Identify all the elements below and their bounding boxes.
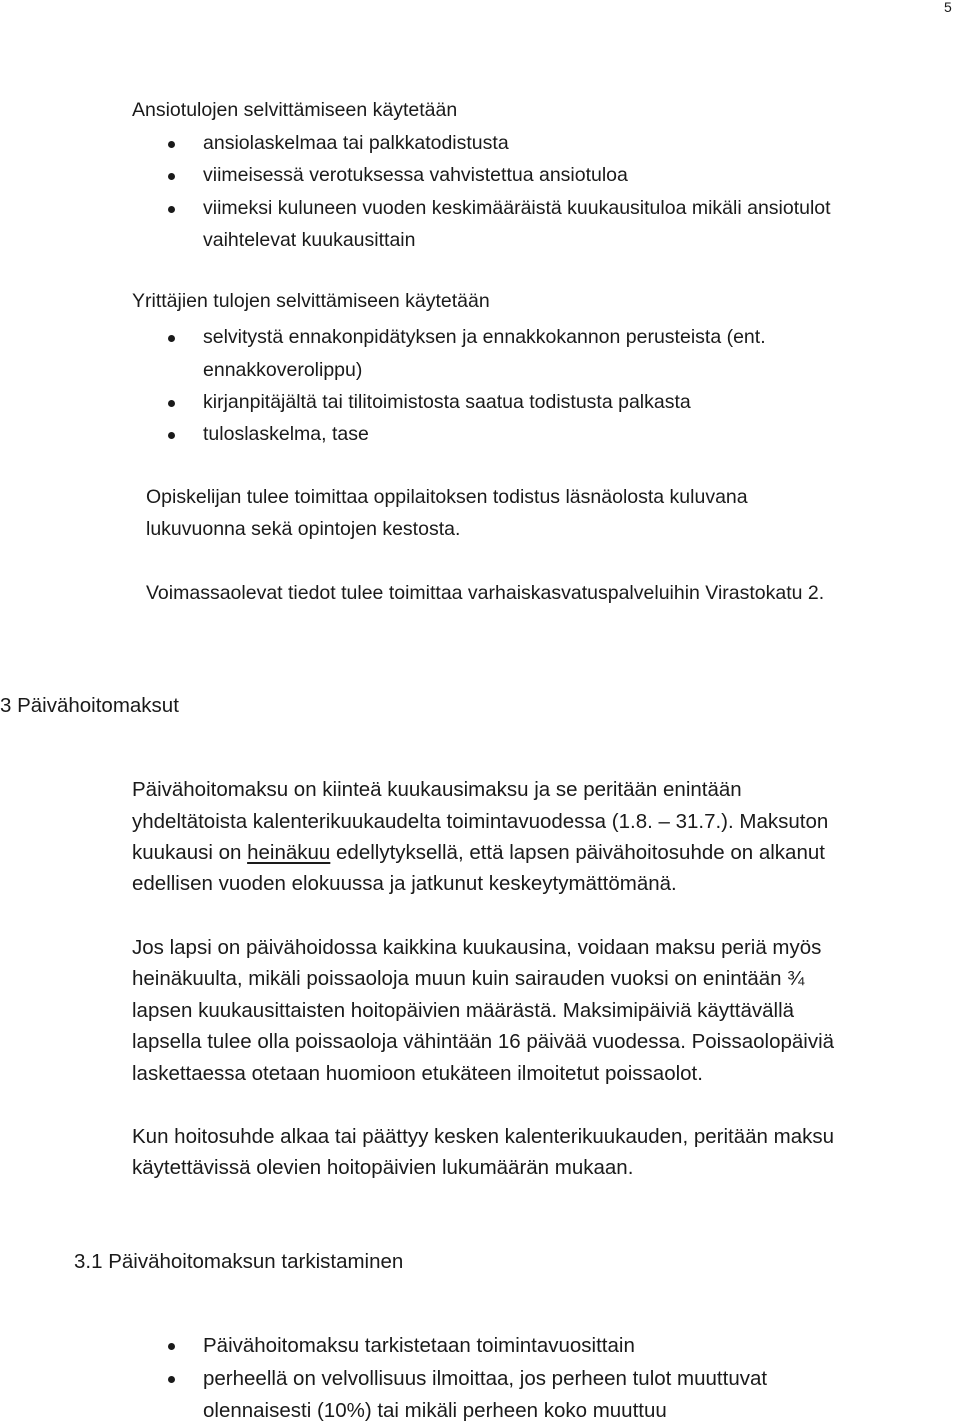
- section-3-title: 3 Päivähoitomaksut: [0, 694, 179, 717]
- paragraph-line: lapsen kuukausittaisten hoitopäivien määrästä. Maksimipäiviä käyttävällä: [132, 999, 795, 1022]
- list-item: viimeksi kuluneen vuoden keskimääräistä kuukausituloa mikäli ansiotulot: [203, 197, 831, 219]
- paragraph-line: Päivähoitomaksu on kiinteä kuukausimaksu ja se peritään enintään: [132, 778, 742, 801]
- income-heading: Ansiotulojen selvittämiseen käytetään: [132, 99, 458, 121]
- list-item: Päivähoitomaksu tarkistetaan toimintavuosittain: [203, 1334, 635, 1357]
- paragraph-line: yhdeltätoista kalenterikuukaudelta toimintavuodessa (1.8. – 31.7.). Maksuton: [132, 810, 829, 833]
- paragraph-line: lapsella tulee olla poissaoloja vähintään 16 päivää vuodessa. Poissaolopäiviä: [132, 1030, 835, 1053]
- student-note-line: Opiskelijan tulee toimittaa oppilaitoksen todistus läsnäolosta kuluvana: [146, 486, 748, 508]
- paragraph-line: laskettaessa otetaan huomioon etukäteen ilmoitetut poissaolot.: [132, 1062, 703, 1085]
- bullet-dot: [168, 432, 175, 439]
- bullet-dot: [168, 1376, 175, 1383]
- bullet-dot: [168, 173, 175, 180]
- paragraph-line: Kun hoitosuhde alkaa tai päättyy kesken kalenterikuukauden, peritään maksu: [132, 1125, 835, 1148]
- paragraph-line: heinäkuulta, mikäli poissaoloja muun kuin sairauden vuoksi on enintään ¾: [132, 967, 805, 990]
- section-3-1-title: 3.1 Päivähoitomaksun tarkistaminen: [74, 1250, 404, 1273]
- list-item-continuation: ennakkoverolippu): [203, 359, 363, 381]
- list-item: kirjanpitäjältä tai tilitoimistosta saatua todistusta palkasta: [203, 391, 691, 413]
- list-item: ansiolaskelmaa tai palkkatodistusta: [203, 132, 509, 154]
- paragraph-line: edellisen vuoden elokuussa ja jatkunut keskeytymättömänä.: [132, 872, 677, 895]
- bullet-dot: [168, 400, 175, 407]
- entrepreneur-heading: Yrittäjien tulojen selvittämiseen käytetään: [132, 290, 490, 312]
- bullet-dot: [168, 335, 175, 342]
- paragraph-line: Jos lapsi on päivähoidossa kaikkina kuukausina, voidaan maksu periä myös: [132, 936, 822, 959]
- list-item: perheellä on velvollisuus ilmoittaa, jos perheen tulot muuttuvat: [203, 1367, 768, 1390]
- list-item-continuation: vaihtelevat kuukausittain: [203, 229, 416, 251]
- paragraph-line: käytettävissä olevien hoitopäivien lukumäärän mukaan.: [132, 1156, 634, 1179]
- student-note-line: lukuvuonna sekä opintojen kestosta.: [146, 518, 461, 540]
- bullet-dot: [168, 206, 175, 213]
- page-number: 5: [944, 0, 952, 15]
- list-item: tuloslaskelma, tase: [203, 423, 369, 445]
- paragraph-line: [132, 843, 825, 864]
- text-run: kuukausi on: [132, 841, 248, 864]
- bullet-dot: [168, 1343, 175, 1350]
- underlined-month: heinäkuu: [247, 841, 331, 864]
- valid-info-note: Voimassaolevat tiedot tulee toimittaa varhaiskasvatuspalveluihin Virastokatu 2.: [146, 582, 825, 604]
- bullet-dot: [168, 141, 175, 148]
- list-item: selvitystä ennakonpidätyksen ja ennakkokannon perusteista (ent.: [203, 326, 766, 348]
- list-item-continuation: olennaisesti (10%) tai mikäli perheen koko muuttuu: [203, 1399, 667, 1422]
- list-item: viimeisessä verotuksessa vahvistettua ansiotuloa: [203, 164, 628, 186]
- text-run: edellytyksellä, että lapsen päivähoitosuhde on alkanut: [330, 841, 825, 864]
